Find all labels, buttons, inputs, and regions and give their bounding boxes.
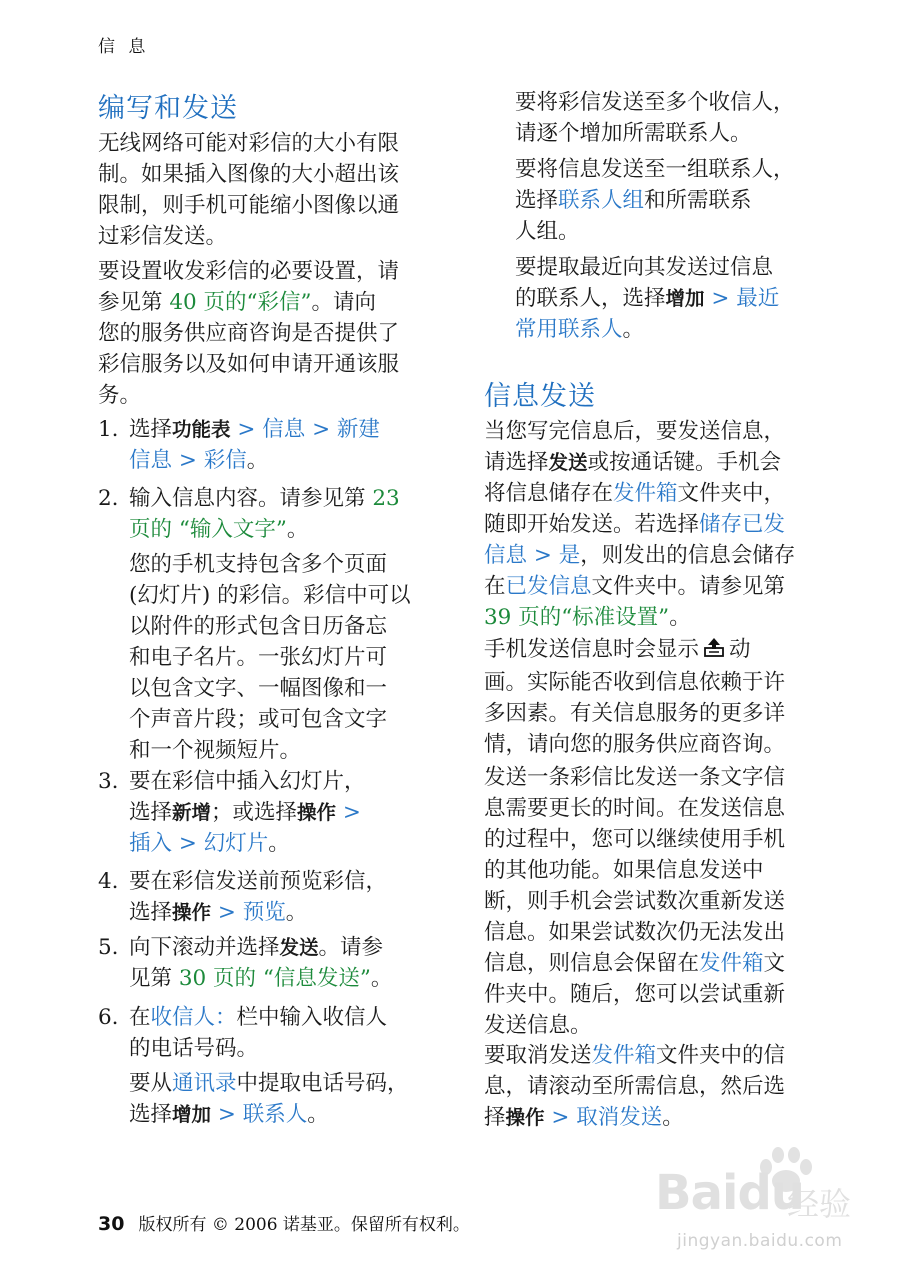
step-2: 输入信息内容。请参见第 23 页的 “输入文字”。 (129, 486, 400, 542)
step-number: 3. (98, 769, 119, 794)
watermark-brand: Baidu (655, 1165, 804, 1221)
step-number: 5. (98, 935, 119, 960)
multi-recipient-paragraph: 要将彩信发送至多个收信人， 请逐个增加所需联系人。 (515, 90, 795, 146)
intro-paragraph: 无线网络可能对彩信的大小有限 制。如果插入图像的大小超出该 限制，则手机可能缩小图像以通 过彩信发送。 (98, 131, 400, 249)
page-number: 30 (98, 1213, 125, 1235)
settings-paragraph: 要设置收发彩信的必要设置，请 参见第 40 页的“彩信”。请向 您的服务供应商咨询是否提供了 彩信服务以及如何申请开通该服 务。 (98, 259, 400, 408)
step-6: 在收信人：栏中输入收信人 的电话号码。 (129, 1005, 388, 1061)
step-3: 要在彩信中插入幻灯片， 选择新增；或选择操作 > 插入 > 幻灯片。 (129, 769, 366, 856)
group-paragraph: 要将信息发送至一组联系人， 选择联系人组和所需联系 人组。 (515, 157, 795, 244)
step-2-note: 您的手机支持包含多个页面 (幻灯片) 的彩信。彩信中可以 以附件的形式包含日历备忘 和电子名片。一张幻灯片可 以包含文字、一幅图像和一 个声音片段；或可包含文字 和一个视频短片。 (129, 552, 411, 763)
step-1: 选择功能表 > 信息 > 新建 信息 > 彩信。 (129, 417, 380, 473)
send-paragraph: 当您写完信息后，要发送信息， 请选择发送或按通话键。手机会 将信息储存在发件箱文件夹中， 随即开始发送。若选择储存已发 信息 > 是，则发出的信息会储存 在已发信息文件夹中。请参见第 39 页的“标准设置”。 (484, 419, 796, 630)
animation-paragraph: 手机发送信息时会显示 动 画。实际能否收到信息依赖于许 多因素。有关信息服务的更多详 情，请向您的服务供应商咨询。 (484, 637, 786, 757)
baidu-watermark (655, 1145, 885, 1265)
heading-compose-send: 编写和发送 (98, 93, 238, 124)
heading-message-send: 信息发送 (484, 381, 596, 412)
page-ref-link[interactable]: 40 页的“彩信” (169, 290, 312, 315)
copyright-text: 版权所有 © 2006 诺基亚。保留所有权利。 (138, 1215, 470, 1235)
mms-time-paragraph: 发送一条彩信比发送一条文字信 息需要更长的时间。在发送信息 的过程中，您可以继续使用手机 的其他功能。如果信息发送中 断，则手机会尝试数次重新发送 信息。如果尝试数次仍无法发出 信息，则信息会保留在发件箱文 件夹中。随后，您可以尝试重新 发送信息。 (484, 765, 786, 1038)
step-number: 6. (98, 1005, 119, 1030)
step-6-note: 要从通讯录中提取电话号码， 选择增加 > 联系人。 (129, 1071, 409, 1127)
recent-paragraph: 要提取最近向其发送过信息 的联系人，选择增加 > 最近 常用联系人。 (515, 255, 780, 342)
step-4: 要在彩信发送前预览彩信， 选择操作 > 预览。 (129, 869, 388, 925)
cancel-paragraph: 要取消发送发件箱文件夹中的信 息，请滚动至所需信息，然后选 择操作 > 取消发送。 (484, 1043, 786, 1130)
send-animation-icon (703, 636, 725, 667)
section-header: 信 息 (98, 37, 150, 57)
step-number: 1. (98, 417, 119, 442)
step-number: 2. (98, 486, 119, 511)
watermark-cn: 经验 (787, 1185, 852, 1223)
watermark-url: jingyan.baidu.com (677, 1231, 843, 1251)
step-5: 向下滚动并选择发送。请参 见第 30 页的 “信息发送”。 (129, 935, 393, 991)
footer (98, 1210, 470, 1235)
step-number: 4. (98, 869, 119, 894)
